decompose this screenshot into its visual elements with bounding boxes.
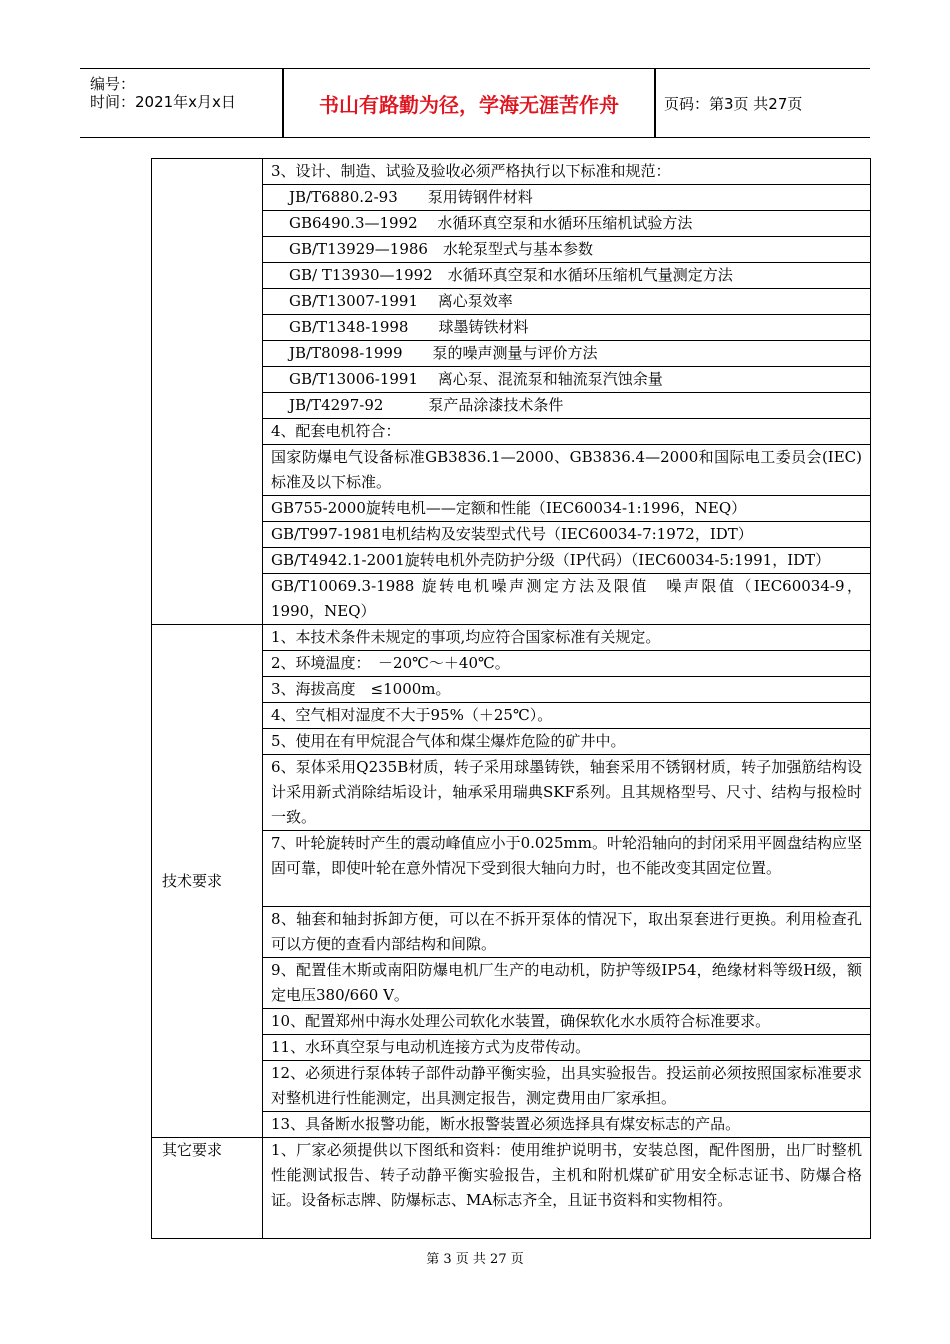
- list-item: 12、必须进行泵体转子部件动静平衡实验，出具实验报告。投运前必须按照国家标准要求对整机进行性能测定，出具测定报告，测定费用由厂家承担。: [263, 1061, 871, 1112]
- list-item: 4、配套电机符合：: [263, 419, 871, 445]
- list-item: GB/T997-1981电机结构及安装型式代号（IEC60034-7:1972，IDT）: [263, 522, 871, 548]
- table-row: [152, 625, 871, 651]
- section-label-other: 其它要求: [152, 1138, 263, 1239]
- list-item: 8、轴套和轴封拆卸方便，可以在不拆开泵体的情况下，取出泵套进行更换。利用检查孔可以方便的查看内部结构和间隙。: [263, 907, 871, 958]
- list-item: 2、环境温度： －20℃～＋40℃。: [263, 651, 871, 677]
- section-label-tech: 技术要求: [152, 625, 263, 1138]
- list-item: GB/T1348-1998 球墨铸铁材料: [263, 315, 871, 341]
- list-item: GB/T13006-1991 离心泵、混流泵和轴流泵汽蚀余量: [263, 367, 871, 393]
- list-item: GB755-2000旋转电机——定额和性能（IEC60034-1:1996，NEQ）: [263, 496, 871, 522]
- list-item: GB/T13929—1986 水轮泵型式与基本参数: [263, 237, 871, 263]
- list-item: 4、空气相对湿度不大于95%（＋25℃）。: [263, 703, 871, 729]
- list-item: 10、配置郑州中海水处理公司软化水装置，确保软化水水质符合标准要求。: [263, 1009, 871, 1035]
- table-row: [152, 1138, 871, 1239]
- section-label-empty: [152, 159, 263, 625]
- list-item: JB/T4297-92 泵产品涂漆技术条件: [263, 393, 871, 419]
- list-item: GB/T13007-1991 离心泵效率: [263, 289, 871, 315]
- list-item: GB/T10069.3-1988 旋转电机噪声测定方法及限值 噪声限值（IEC60034-9，1990，NEQ）: [263, 574, 871, 625]
- list-item: GB6490.3—1992 水循环真空泵和水循环压缩机试验方法: [263, 211, 871, 237]
- spec-table: [151, 158, 871, 1239]
- header-divider: [654, 69, 656, 137]
- list-item: 1、厂家必须提供以下图纸和资料：使用维护说明书，安装总图，配件图册，出厂时整机性能测试报告、转子动静平衡实验报告，主机和附机煤矿矿用安全标志证书、防爆合格证。设备标志牌、防爆标志、MA标志齐全，且证书资料和实物相符。: [263, 1138, 871, 1239]
- list-item: 3、海拔高度 ≤1000m。: [263, 677, 871, 703]
- page-header: [80, 68, 870, 138]
- list-item: 3、设计、制造、试验及验收必须严格执行以下标准和规范：: [263, 159, 871, 185]
- list-item: 国家防爆电气设备标准GB3836.1—2000、GB3836.4—2000和国际电工委员会(IEC)标准及以下标准。: [263, 445, 871, 496]
- list-item: 7、叶轮旋转时产生的震动峰值应小于0.025mm。叶轮沿轴向的封闭采用平圆盘结构应坚固可靠，即使叶轮在意外情况下受到很大轴向力时，也不能改变其固定位置。: [263, 831, 871, 907]
- header-meta: [80, 69, 282, 137]
- list-item: 1、本技术条件未规定的事项,均应符合国家标准有关规定。: [263, 625, 871, 651]
- header-motto: 书山有路勤为径，学海无涯苦作舟: [319, 92, 619, 117]
- header-page-info: 页码：第3页 共27页: [664, 94, 803, 113]
- list-item: 9、配置佳木斯或南阳防爆电机厂生产的电动机，防护等级IP54，绝缘材料等级H级，额定电压380/660 V。: [263, 958, 871, 1009]
- list-item: 11、水环真空泵与电动机连接方式为皮带传动。: [263, 1035, 871, 1061]
- page-footer: 第 3 页 共 27 页: [426, 1252, 524, 1267]
- time-label: 时间：2021年x月x日: [90, 93, 236, 111]
- list-item: GB/ T13930—1992 水循环真空泵和水循环压缩机气量测定方法: [263, 263, 871, 289]
- list-item: JB/T8098-1999 泵的噪声测量与评价方法: [263, 341, 871, 367]
- serial-label: 编号：: [90, 75, 136, 93]
- list-item: 13、具备断水报警功能，断水报警装置必须选择具有煤安标志的产品。: [263, 1112, 871, 1138]
- list-item: JB/T6880.2-93 泵用铸钢件材料: [263, 185, 871, 211]
- table-row: [152, 159, 871, 185]
- list-item: 6、泵体采用Q235B材质，转子采用球墨铸铁，轴套采用不锈钢材质，转子加强筋结构设计采用新式消除结垢设计，轴承采用瑞典SKF系列。且其规格型号、尺寸、结构与报检时一致。: [263, 755, 871, 831]
- list-item: GB/T4942.1-2001旋转电机外壳防护分级（IP代码）（IEC60034-5:1991，IDT）: [263, 548, 871, 574]
- list-item: 5、使用在有甲烷混合气体和煤尘爆炸危险的矿井中。: [263, 729, 871, 755]
